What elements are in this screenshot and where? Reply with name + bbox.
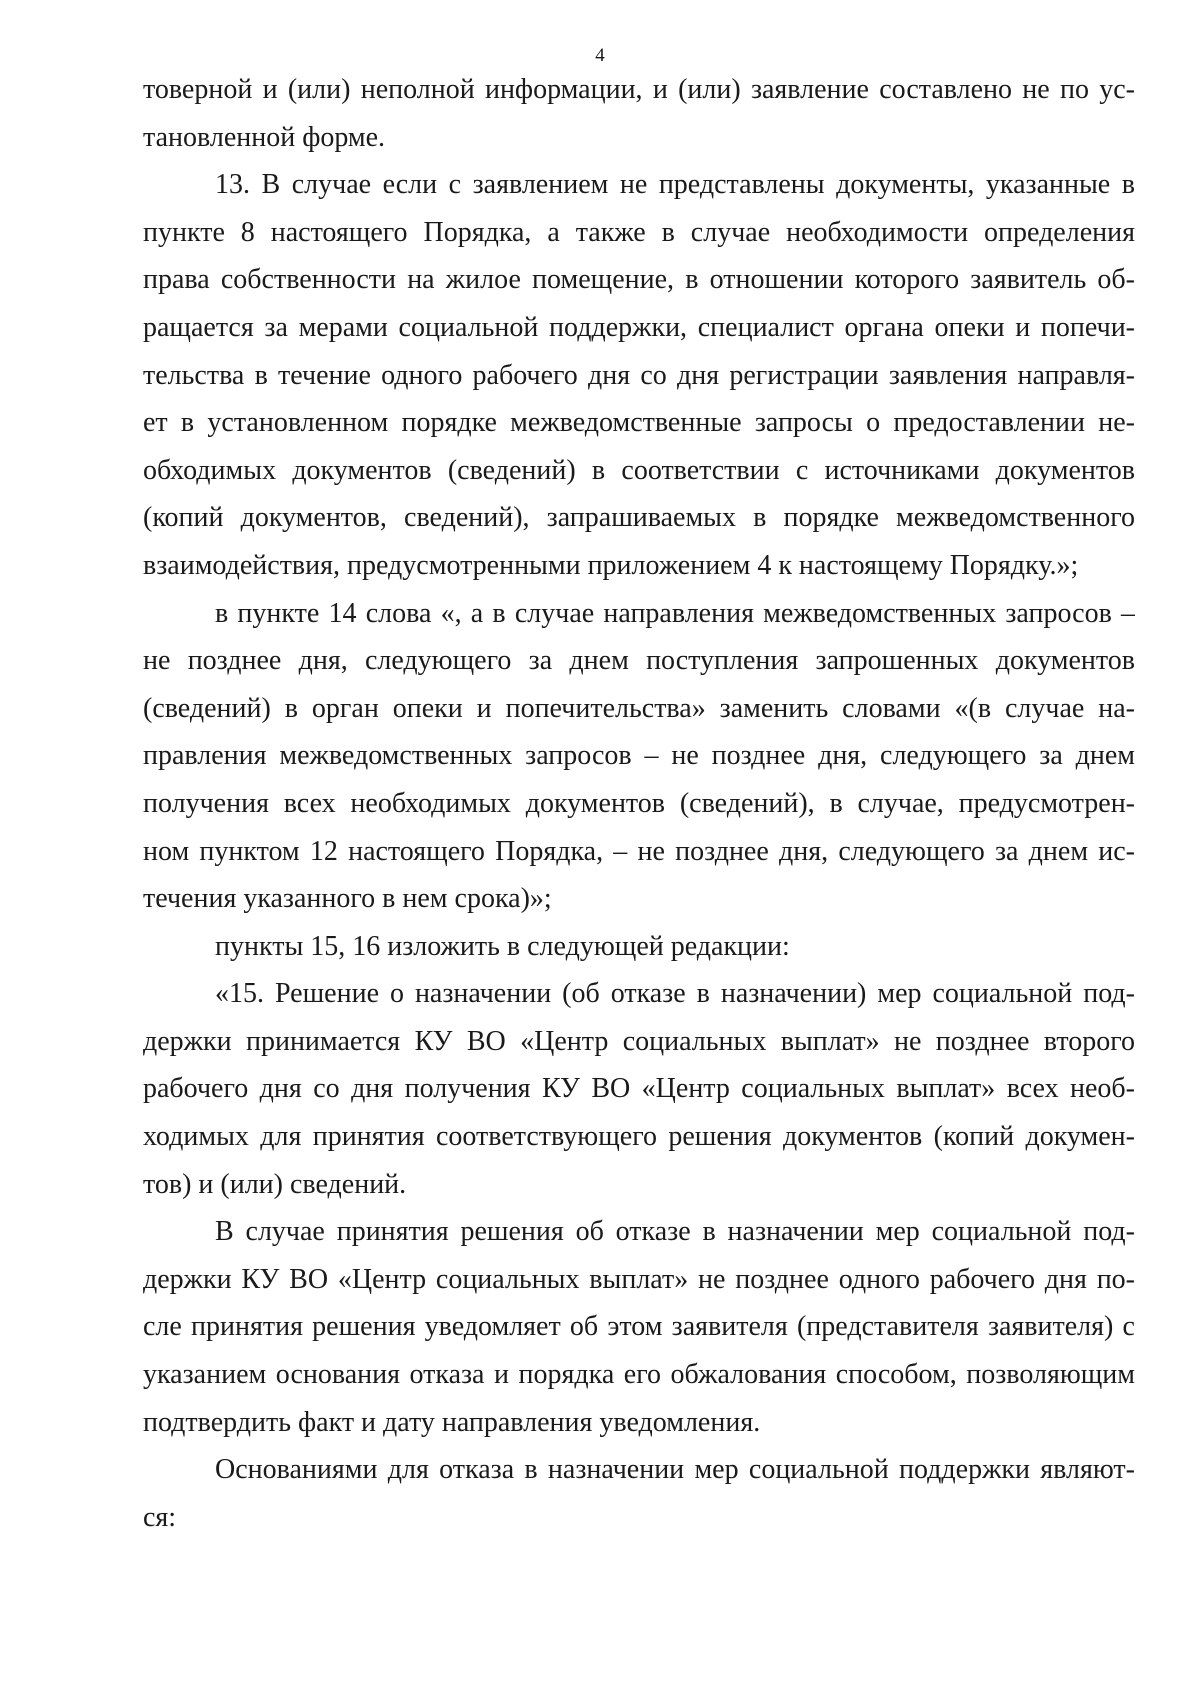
- text-line: права собственности на жилое помещение, в отношении которого заявитель об-: [143, 264, 1135, 296]
- text-line: В случае принятия решения об отказе в назначении мер социальной под-: [215, 1216, 1135, 1248]
- text-line: держки принимается КУ ВО «Центр социальных выплат» не позднее второго: [143, 1025, 1135, 1057]
- text-line: товерной и (или) неполной информации, и (или) заявление составлено не по ус-: [143, 74, 1135, 105]
- text-line: Основаниями для отказа в назначении мер социальной поддержки являют-: [215, 1454, 1135, 1486]
- text-line: (копий документов, сведений), запрашиваемых в порядке межведомственного: [143, 502, 1135, 534]
- text-line: тановленной форме.: [143, 121, 386, 153]
- text-line: пункты 15, 16 изложить в следующей редакции:: [215, 930, 790, 962]
- text-line: в пункте 14 слова «, а в случае направления межведомственных запросов –: [215, 597, 1135, 629]
- text-line: тов) и (или) сведений.: [143, 1168, 407, 1200]
- text-line: ходимых для принятия соответствующего решения документов (копий докумен-: [143, 1121, 1135, 1153]
- text-line: (сведений) в орган опеки и попечительства» заменить словами «(в случае на-: [143, 692, 1135, 724]
- text-line: держки КУ ВО «Центр социальных выплат» не позднее одного рабочего дня по-: [143, 1263, 1135, 1295]
- text-line: взаимодействия, предусмотренными приложением 4 к настоящему Порядку.»;: [143, 549, 1079, 581]
- text-line: течения указанного в нем срока)»;: [143, 883, 552, 915]
- text-line: указанием основания отказа и порядка его обжалования способом, позволяющим: [143, 1359, 1135, 1391]
- text-line: тельства в течение одного рабочего дня со дня регистрации заявления направля-: [143, 359, 1135, 391]
- text-line: сле принятия решения уведомляет об этом заявителя (представителя заявителя) с: [143, 1311, 1135, 1343]
- text-line: правления межведомственных запросов – не позднее дня, следующего за днем: [143, 740, 1135, 772]
- page-number: 4: [595, 45, 605, 66]
- text-line: рабочего дня со дня получения КУ ВО «Центр социальных выплат» всех необ-: [143, 1073, 1135, 1105]
- text-line: обходимых документов (сведений) в соответствии с источниками документов: [143, 454, 1135, 486]
- text-line: не позднее дня, следующего за днем поступления запрошенных документов: [143, 645, 1135, 677]
- text-line: пункте 8 настоящего Порядка, а также в случае необходимости определения: [143, 216, 1135, 248]
- text-line: «15. Решение о назначении (об отказе в назначении) мер социальной под-: [215, 978, 1135, 1010]
- text-line: ет в установленном порядке межведомственные запросы о предоставлении не-: [143, 407, 1135, 439]
- text-line: ся:: [143, 1501, 177, 1533]
- text-line: ращается за мерами социальной поддержки, специалист органа опеки и попечи-: [143, 311, 1135, 343]
- document-body: [143, 66, 1135, 1541]
- text-line: подтвердить факт и дату направления уведомления.: [143, 1406, 761, 1438]
- text-line: 13. В случае если с заявлением не представлены документы, указанные в: [215, 169, 1135, 201]
- text-line: получения всех необходимых документов (сведений), в случае, предусмотрен-: [143, 787, 1135, 819]
- text-line: ном пунктом 12 настоящего Порядка, – не позднее дня, следующего за днем ис-: [143, 835, 1135, 867]
